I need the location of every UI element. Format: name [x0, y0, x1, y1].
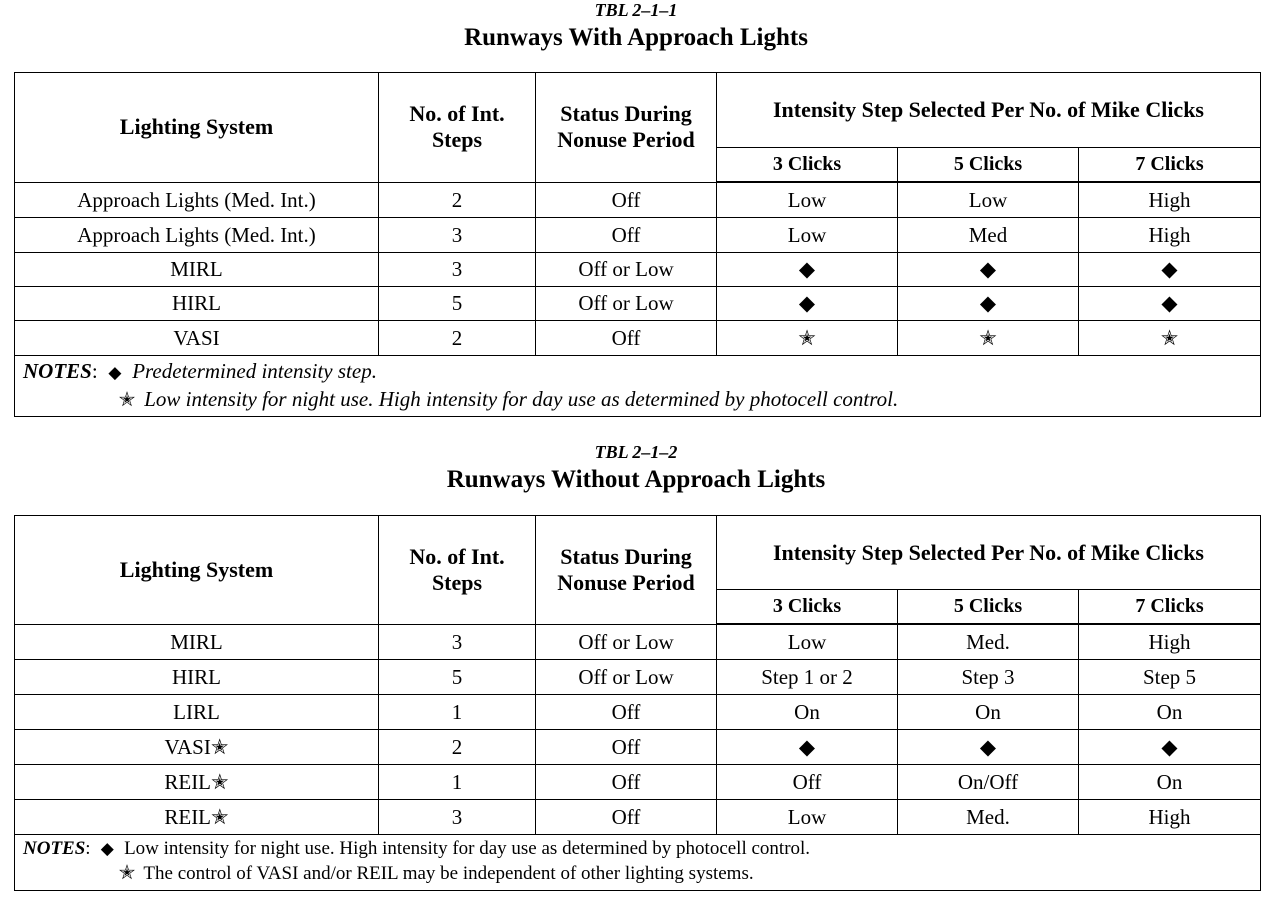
int-steps-cell: 5 — [379, 286, 536, 320]
clicks-3-header: 3 Clicks — [717, 148, 898, 183]
star-icon: ✭ — [1079, 320, 1261, 355]
notes-label: NOTES — [23, 837, 86, 859]
clicks-7-cell: High — [1079, 182, 1261, 217]
status-cell: Off — [536, 729, 717, 764]
table-row — [15, 286, 1261, 320]
table-row — [15, 624, 1261, 659]
status-cell: Off or Low — [536, 286, 717, 320]
status-cell: Off — [536, 182, 717, 217]
status-header-line2: Nonuse Period — [557, 127, 695, 153]
status-cell: Off — [536, 320, 717, 355]
clicks-5-cell: Med. — [898, 799, 1079, 834]
diamond-icon: ◆ — [898, 286, 1079, 320]
lighting-system-cell: MIRL — [15, 252, 379, 286]
table-row — [15, 694, 1261, 729]
table-row — [15, 217, 1261, 252]
note-star-text: Low intensity for night use. High intensity for day use as determined by photocell control. — [144, 386, 899, 411]
star-icon: ✭ — [118, 859, 136, 884]
clicks-3-cell: Off — [717, 764, 898, 799]
lighting-system-cell: LIRL — [15, 694, 379, 729]
int-steps-cell: 3 — [379, 252, 536, 286]
clicks-3-cell: On — [717, 694, 898, 729]
diamond-icon: ◆ — [898, 252, 1079, 286]
table-row — [15, 729, 1261, 764]
int-steps-header-line2: Steps — [431, 569, 483, 595]
int-steps-cell: 2 — [379, 320, 536, 355]
clicks-3-cell: Low — [717, 217, 898, 252]
status-header-line1: Status During — [560, 101, 692, 127]
clicks-5-header: 5 Clicks — [898, 148, 1079, 183]
int-steps-header — [379, 73, 536, 183]
int-steps-header-line1: No. of Int. — [409, 101, 505, 127]
diamond-icon: ◆ — [100, 838, 114, 859]
int-steps-cell: 2 — [379, 182, 536, 217]
clicks-7-cell: Step 5 — [1079, 659, 1261, 694]
lighting-system-cell: HIRL — [15, 659, 379, 694]
clicks-5-cell: On — [898, 694, 1079, 729]
table2-title: Runways Without Approach Lights — [446, 466, 826, 493]
clicks-5-cell: Med. — [898, 624, 1079, 659]
status-cell: Off — [536, 799, 717, 834]
lighting-system-cell: REIL✭ — [15, 799, 379, 834]
int-steps-header-line1: No. of Int. — [409, 543, 505, 569]
diamond-icon: ◆ — [1079, 729, 1261, 764]
status-cell: Off or Low — [536, 252, 717, 286]
note-star-text: The control of VASI and/or REIL may be independent of other lighting systems. — [143, 862, 754, 884]
lighting-system-cell: REIL✭ — [15, 764, 379, 799]
clicks-3-cell: Low — [717, 799, 898, 834]
diamond-icon: ◆ — [898, 729, 1079, 764]
table-row — [15, 182, 1261, 217]
status-header-line2: Nonuse Period — [557, 569, 695, 595]
int-steps-cell: 2 — [379, 729, 536, 764]
notes-label: NOTES — [23, 358, 92, 383]
status-cell: Off — [536, 764, 717, 799]
diamond-icon: ◆ — [717, 729, 898, 764]
int-steps-cell: 3 — [379, 217, 536, 252]
clicks-7-cell: On — [1079, 694, 1261, 729]
clicks-3-cell: Step 1 or 2 — [717, 659, 898, 694]
clicks-7-cell: High — [1079, 624, 1261, 659]
table-row — [15, 764, 1261, 799]
notes-colon: : — [91, 358, 98, 383]
int-steps-cell: 3 — [379, 799, 536, 834]
table2-number: TBL 2–1–2 — [594, 442, 678, 462]
clicks-5-cell: On/Off — [898, 764, 1079, 799]
diamond-icon: ◆ — [1079, 252, 1261, 286]
notes-colon: : — [85, 837, 91, 859]
table2 — [14, 515, 1261, 891]
lighting-system-cell: VASI — [15, 320, 379, 355]
clicks-3-cell: Low — [717, 182, 898, 217]
lighting-system-cell: VASI✭ — [15, 729, 379, 764]
lighting-system-cell: HIRL — [15, 286, 379, 320]
note-diamond-text: Low intensity for night use. High intensity for day use as determined by photocell control. — [124, 837, 811, 859]
lighting-system-header: Lighting System — [15, 516, 379, 625]
diamond-icon: ◆ — [717, 252, 898, 286]
status-header — [536, 516, 717, 625]
int-steps-header-line2: Steps — [431, 127, 483, 153]
clicks-7-header: 7 Clicks — [1079, 148, 1261, 183]
table-row — [15, 252, 1261, 286]
clicks-7-cell: High — [1079, 217, 1261, 252]
star-icon: ✭ — [118, 386, 136, 411]
int-steps-cell: 1 — [379, 764, 536, 799]
lighting-system-cell: Approach Lights (Med. Int.) — [15, 217, 379, 252]
status-cell: Off or Low — [536, 624, 717, 659]
table1-title: Runways With Approach Lights — [464, 24, 808, 51]
table2-notes — [15, 834, 1261, 890]
clicks-3-cell: Low — [717, 624, 898, 659]
diamond-icon: ◆ — [1079, 286, 1261, 320]
intensity-header: Intensity Step Selected Per No. of Mike Clicks — [717, 73, 1261, 148]
int-steps-header — [379, 516, 536, 625]
lighting-system-cell: MIRL — [15, 624, 379, 659]
status-header-line1: Status During — [560, 543, 692, 569]
status-cell: Off — [536, 217, 717, 252]
diamond-icon: ◆ — [108, 362, 122, 383]
table-row — [15, 320, 1261, 355]
clicks-7-cell: High — [1079, 799, 1261, 834]
table1-notes — [15, 355, 1261, 416]
lighting-system-cell: Approach Lights (Med. Int.) — [15, 182, 379, 217]
status-cell: Off or Low — [536, 659, 717, 694]
table1-number: TBL 2–1–1 — [594, 0, 678, 20]
diamond-icon: ◆ — [717, 286, 898, 320]
int-steps-cell: 3 — [379, 624, 536, 659]
clicks-7-cell: On — [1079, 764, 1261, 799]
table1 — [14, 72, 1261, 417]
star-icon: ✭ — [717, 320, 898, 355]
clicks-3-header: 3 Clicks — [717, 590, 898, 625]
lighting-system-header: Lighting System — [15, 73, 379, 183]
clicks-5-cell: Step 3 — [898, 659, 1079, 694]
status-header — [536, 73, 717, 183]
status-cell: Off — [536, 694, 717, 729]
table-row — [15, 799, 1261, 834]
int-steps-cell: 5 — [379, 659, 536, 694]
table-row — [15, 659, 1261, 694]
clicks-5-header: 5 Clicks — [898, 590, 1079, 625]
clicks-5-cell: Med — [898, 217, 1079, 252]
clicks-7-header: 7 Clicks — [1079, 590, 1261, 625]
clicks-5-cell: Low — [898, 182, 1079, 217]
intensity-header: Intensity Step Selected Per No. of Mike Clicks — [717, 516, 1261, 590]
star-icon: ✭ — [898, 320, 1079, 355]
int-steps-cell: 1 — [379, 694, 536, 729]
note-diamond-text: Predetermined intensity step. — [132, 358, 377, 383]
